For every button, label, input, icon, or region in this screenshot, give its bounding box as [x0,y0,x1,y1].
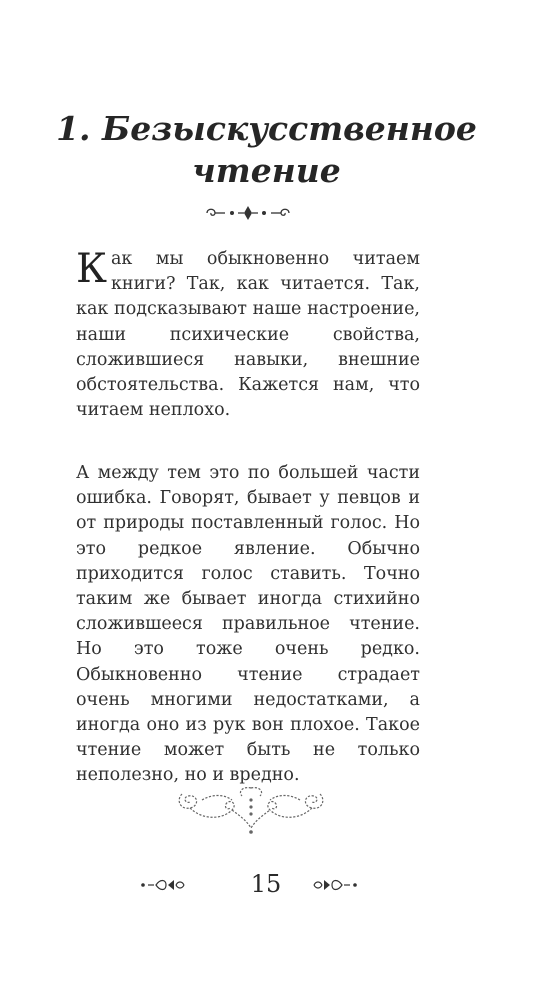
page-number: 15 [250,870,282,898]
drop-cap: К [76,246,107,292]
scroll-flourish-icon [172,780,330,838]
chapter-title-line-1: 1. Безыскусственное [56,109,477,148]
fleuron-left-icon [140,876,190,894]
chapter-title-line-2: чтение [192,151,341,190]
flourish-divider-icon [205,204,291,222]
paragraph-2: А между тем это по большей части ошибка. Говорят, бывает у певцов и от природы поставленный голос. Но это редкое явление. Обычно приходится голос ставить. Точно таким же бывает иногда стихийно сложившееся правильное чтение. Но это тоже очень редко. Обыкновенно чтение страдает очень многими недостатками, а иногда оно из рук вон плохое. Такое чтение может быть не только неполезно, но и вредно. [76,463,420,786]
chapter-title [0,108,533,192]
paragraph-1 [76,247,420,423]
paragraph-1-text: ак мы обыкновенно читаем книги? Так, как читается. Так, как подсказывают наше настроение, наши психические свойства, сложившиеся навыки, внешние обстоятельства. Кажется нам, что читаем неплохо. [76,249,420,421]
fleuron-right-icon [308,876,358,894]
page-footer [0,868,533,900]
